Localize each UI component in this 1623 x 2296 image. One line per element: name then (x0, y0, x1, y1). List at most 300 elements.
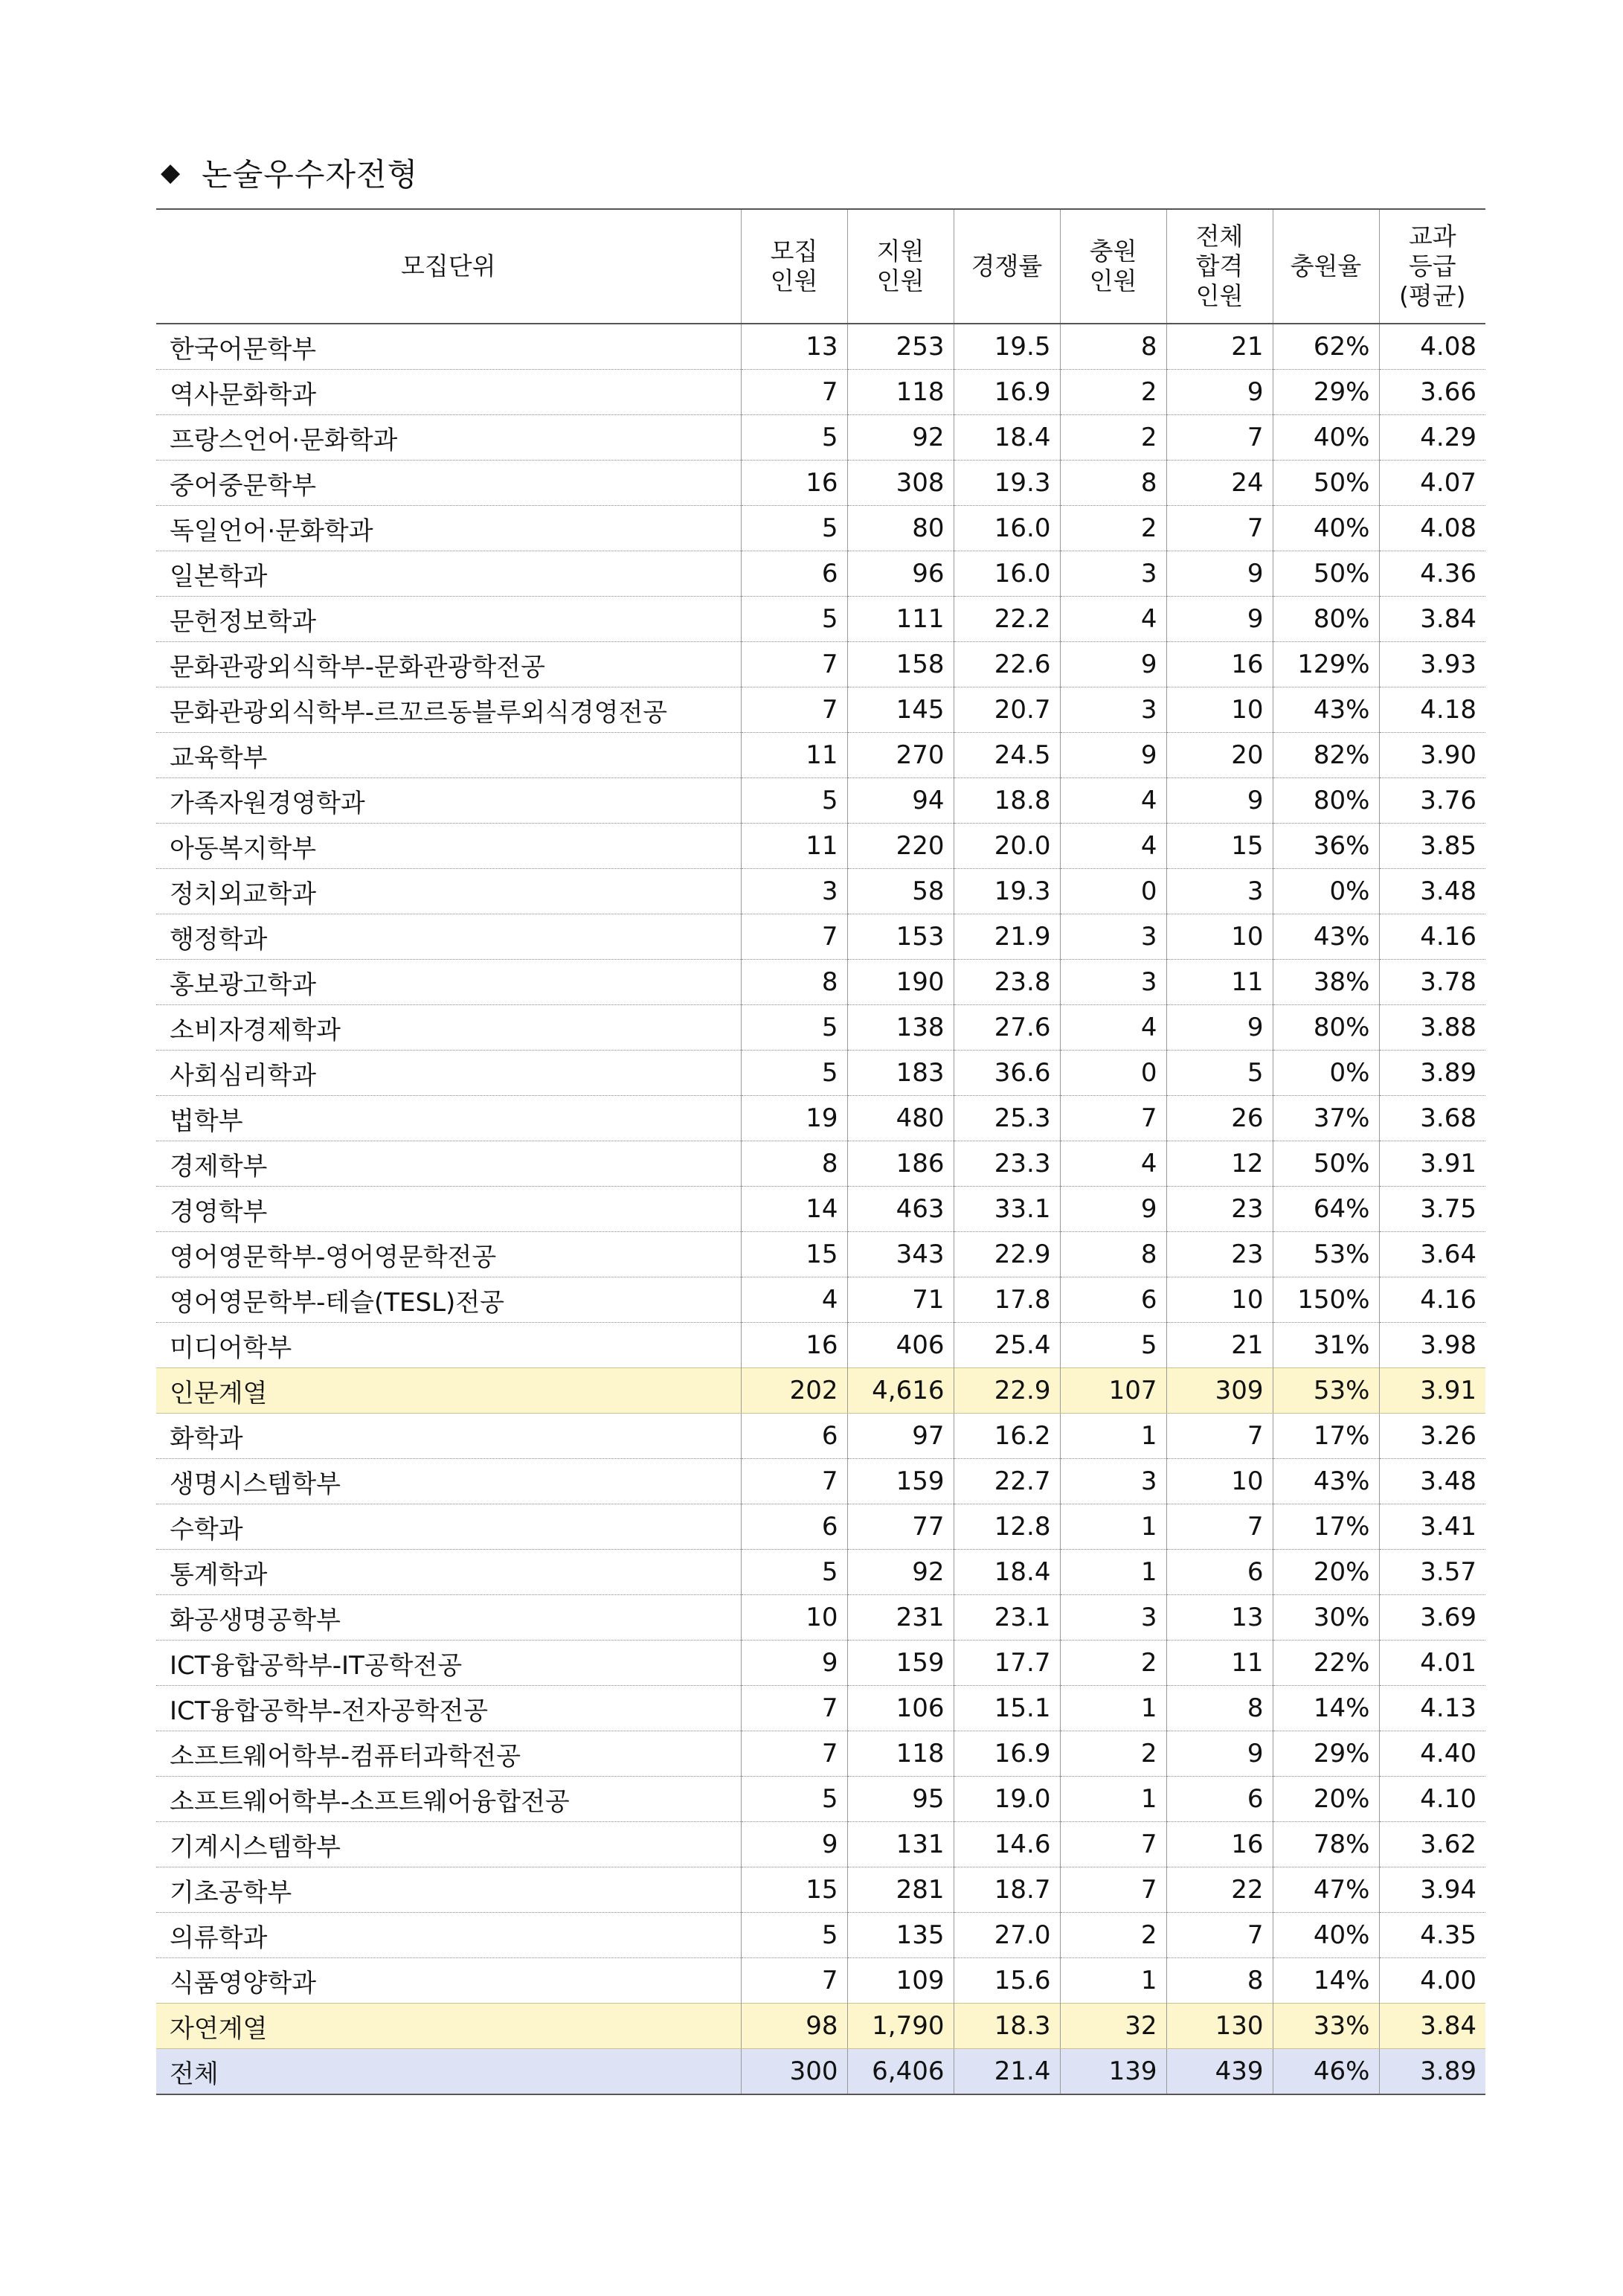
table-row (156, 687, 1485, 733)
cell-additional-rate: 62% (1273, 324, 1379, 370)
cell-unit: 경영학부 (156, 1187, 741, 1232)
table-row (156, 642, 1485, 687)
cell-applicants: 159 (847, 1459, 954, 1504)
cell-grade-average: 3.48 (1379, 869, 1485, 914)
table-row (156, 551, 1485, 597)
cell-additional-rate: 80% (1273, 597, 1379, 642)
cell-applicants: 118 (847, 1731, 954, 1777)
cell-competition-rate: 27.0 (954, 1913, 1060, 1958)
cell-total-admits: 23 (1166, 1187, 1273, 1232)
cell-quota: 7 (741, 1686, 847, 1731)
cell-quota: 11 (741, 733, 847, 778)
cell-applicants: 231 (847, 1595, 954, 1641)
cell-applicants: 77 (847, 1504, 954, 1550)
cell-quota: 5 (741, 1777, 847, 1822)
cell-total-admits: 16 (1166, 642, 1273, 687)
cell-applicants: 6,406 (847, 2049, 954, 2095)
cell-additional-rate: 46% (1273, 2049, 1379, 2095)
cell-additional-rate: 20% (1273, 1777, 1379, 1822)
table-row (156, 1096, 1485, 1141)
table-body (156, 324, 1485, 2094)
cell-competition-rate: 21.4 (954, 2049, 1060, 2095)
cell-total-admits: 11 (1166, 960, 1273, 1005)
cell-total-admits: 21 (1166, 1323, 1273, 1368)
cell-additional-admits: 3 (1060, 960, 1166, 1005)
cell-additional-rate: 40% (1273, 1913, 1379, 1958)
cell-additional-rate: 14% (1273, 1958, 1379, 2004)
table-row (156, 415, 1485, 461)
cell-additional-rate: 80% (1273, 1005, 1379, 1051)
cell-unit: 영어영문학부-영어영문학전공 (156, 1232, 741, 1277)
cell-additional-rate: 40% (1273, 415, 1379, 461)
cell-unit: 중어중문학부 (156, 461, 741, 506)
table-row (156, 914, 1485, 960)
cell-additional-admits: 3 (1060, 914, 1166, 960)
cell-additional-rate: 31% (1273, 1323, 1379, 1368)
cell-grade-average: 3.84 (1379, 597, 1485, 642)
cell-unit: 화학과 (156, 1414, 741, 1459)
cell-grade-average: 3.68 (1379, 1096, 1485, 1141)
cell-quota: 7 (741, 370, 847, 415)
cell-additional-rate: 20% (1273, 1550, 1379, 1595)
cell-additional-admits: 139 (1060, 2049, 1166, 2095)
table-row (156, 1958, 1485, 2004)
cell-additional-rate: 43% (1273, 1459, 1379, 1504)
cell-additional-rate: 78% (1273, 1822, 1379, 1867)
subtotal-row (156, 2004, 1485, 2049)
cell-grade-average: 3.89 (1379, 1051, 1485, 1096)
cell-quota: 5 (741, 597, 847, 642)
cell-additional-admits: 8 (1060, 324, 1166, 370)
cell-total-admits: 7 (1166, 1504, 1273, 1550)
cell-grade-average: 3.84 (1379, 2004, 1485, 2049)
table-row (156, 1232, 1485, 1277)
cell-competition-rate: 12.8 (954, 1504, 1060, 1550)
cell-competition-rate: 33.1 (954, 1187, 1060, 1232)
cell-competition-rate: 17.8 (954, 1277, 1060, 1323)
cell-applicants: 96 (847, 551, 954, 597)
cell-quota: 6 (741, 1504, 847, 1550)
table-row (156, 869, 1485, 914)
cell-applicants: 145 (847, 687, 954, 733)
cell-total-admits: 6 (1166, 1777, 1273, 1822)
cell-applicants: 480 (847, 1096, 954, 1141)
cell-unit: 홍보광고학과 (156, 960, 741, 1005)
cell-quota: 16 (741, 1323, 847, 1368)
table-row (156, 1414, 1485, 1459)
table-row (156, 324, 1485, 370)
cell-applicants: 80 (847, 506, 954, 551)
cell-total-admits: 7 (1166, 415, 1273, 461)
cell-total-admits: 7 (1166, 1913, 1273, 1958)
cell-additional-admits: 2 (1060, 1641, 1166, 1686)
cell-competition-rate: 16.0 (954, 506, 1060, 551)
cell-additional-rate: 17% (1273, 1504, 1379, 1550)
cell-additional-admits: 0 (1060, 1051, 1166, 1096)
table-row (156, 1504, 1485, 1550)
cell-additional-admits: 4 (1060, 824, 1166, 869)
cell-additional-admits: 7 (1060, 1867, 1166, 1913)
cell-additional-rate: 80% (1273, 778, 1379, 824)
cell-grade-average: 4.40 (1379, 1731, 1485, 1777)
cell-total-admits: 12 (1166, 1141, 1273, 1187)
cell-unit: 정치외교학과 (156, 869, 741, 914)
cell-additional-rate: 43% (1273, 687, 1379, 733)
cell-applicants: 190 (847, 960, 954, 1005)
total-row (156, 2049, 1485, 2095)
table-row (156, 461, 1485, 506)
cell-applicants: 281 (847, 1867, 954, 1913)
cell-quota: 16 (741, 461, 847, 506)
cell-unit: 역사문화학과 (156, 370, 741, 415)
cell-grade-average: 4.16 (1379, 1277, 1485, 1323)
cell-unit: 기초공학부 (156, 1867, 741, 1913)
cell-grade-average: 3.78 (1379, 960, 1485, 1005)
cell-applicants: 71 (847, 1277, 954, 1323)
cell-grade-average: 3.62 (1379, 1822, 1485, 1867)
cell-additional-rate: 37% (1273, 1096, 1379, 1141)
cell-quota: 8 (741, 1141, 847, 1187)
cell-unit: 일본학과 (156, 551, 741, 597)
cell-grade-average: 4.08 (1379, 324, 1485, 370)
cell-quota: 5 (741, 778, 847, 824)
cell-additional-admits: 4 (1060, 1005, 1166, 1051)
cell-unit: 독일언어·문화학과 (156, 506, 741, 551)
table-row (156, 1323, 1485, 1368)
cell-competition-rate: 16.0 (954, 551, 1060, 597)
cell-grade-average: 4.01 (1379, 1641, 1485, 1686)
cell-additional-admits: 7 (1060, 1822, 1166, 1867)
cell-applicants: 131 (847, 1822, 954, 1867)
cell-quota: 98 (741, 2004, 847, 2049)
cell-total-admits: 9 (1166, 370, 1273, 415)
admission-results-table (156, 208, 1485, 2095)
cell-competition-rate: 22.9 (954, 1232, 1060, 1277)
cell-additional-admits: 3 (1060, 1459, 1166, 1504)
cell-quota: 7 (741, 642, 847, 687)
cell-unit: 영어영문학부-테슬(TESL)전공 (156, 1277, 741, 1323)
cell-competition-rate: 25.3 (954, 1096, 1060, 1141)
cell-grade-average: 4.16 (1379, 914, 1485, 960)
cell-quota: 8 (741, 960, 847, 1005)
cell-additional-admits: 4 (1060, 1141, 1166, 1187)
cell-competition-rate: 22.7 (954, 1459, 1060, 1504)
cell-grade-average: 3.26 (1379, 1414, 1485, 1459)
cell-total-admits: 3 (1166, 869, 1273, 914)
table-row (156, 506, 1485, 551)
cell-grade-average: 3.41 (1379, 1504, 1485, 1550)
cell-additional-admits: 1 (1060, 1550, 1166, 1595)
cell-applicants: 463 (847, 1187, 954, 1232)
cell-unit: 프랑스언어·문화학과 (156, 415, 741, 461)
cell-unit: 가족자원경영학과 (156, 778, 741, 824)
cell-grade-average: 3.57 (1379, 1550, 1485, 1595)
cell-additional-admits: 2 (1060, 506, 1166, 551)
cell-additional-rate: 0% (1273, 1051, 1379, 1096)
cell-unit: 교육학부 (156, 733, 741, 778)
cell-competition-rate: 25.4 (954, 1323, 1060, 1368)
cell-unit: 식품영양학과 (156, 1958, 741, 2004)
cell-additional-admits: 8 (1060, 461, 1166, 506)
cell-total-admits: 8 (1166, 1958, 1273, 2004)
cell-additional-rate: 38% (1273, 960, 1379, 1005)
cell-additional-rate: 33% (1273, 2004, 1379, 2049)
cell-quota: 7 (741, 1459, 847, 1504)
cell-unit: 수학과 (156, 1504, 741, 1550)
cell-quota: 5 (741, 506, 847, 551)
table-row (156, 1187, 1485, 1232)
cell-applicants: 95 (847, 1777, 954, 1822)
table-row (156, 1550, 1485, 1595)
cell-applicants: 118 (847, 370, 954, 415)
cell-applicants: 270 (847, 733, 954, 778)
cell-competition-rate: 22.9 (954, 1368, 1060, 1414)
table-row (156, 733, 1485, 778)
cell-unit: 문화관광외식학부-르꼬르동블루외식경영전공 (156, 687, 741, 733)
table-row (156, 1141, 1485, 1187)
cell-additional-rate: 50% (1273, 1141, 1379, 1187)
cell-unit: 자연계열 (156, 2004, 741, 2049)
cell-total-admits: 20 (1166, 733, 1273, 778)
cell-additional-rate: 129% (1273, 642, 1379, 687)
cell-unit: 소프트웨어학부-소프트웨어융합전공 (156, 1777, 741, 1822)
cell-unit: ICT융합공학부-IT공학전공 (156, 1641, 741, 1686)
cell-additional-admits: 1 (1060, 1777, 1166, 1822)
cell-grade-average: 4.29 (1379, 415, 1485, 461)
cell-grade-average: 3.76 (1379, 778, 1485, 824)
header-quota: 모집 인원 (741, 209, 847, 324)
cell-additional-rate: 64% (1273, 1187, 1379, 1232)
cell-applicants: 92 (847, 415, 954, 461)
cell-competition-rate: 16.9 (954, 370, 1060, 415)
cell-additional-rate: 17% (1273, 1414, 1379, 1459)
section-title-text: 논술우수자전형 (202, 156, 419, 193)
cell-total-admits: 10 (1166, 914, 1273, 960)
cell-total-admits: 9 (1166, 1731, 1273, 1777)
cell-additional-rate: 29% (1273, 1731, 1379, 1777)
cell-applicants: 186 (847, 1141, 954, 1187)
cell-applicants: 253 (847, 324, 954, 370)
cell-unit: 의류학과 (156, 1913, 741, 1958)
cell-total-admits: 16 (1166, 1822, 1273, 1867)
cell-additional-admits: 9 (1060, 1187, 1166, 1232)
table-row (156, 370, 1485, 415)
cell-grade-average: 3.90 (1379, 733, 1485, 778)
cell-quota: 5 (741, 1005, 847, 1051)
cell-unit: 생명시스템학부 (156, 1459, 741, 1504)
cell-total-admits: 22 (1166, 1867, 1273, 1913)
cell-competition-rate: 20.7 (954, 687, 1060, 733)
cell-competition-rate: 18.8 (954, 778, 1060, 824)
cell-total-admits: 9 (1166, 1005, 1273, 1051)
cell-quota: 14 (741, 1187, 847, 1232)
cell-applicants: 343 (847, 1232, 954, 1277)
cell-quota: 9 (741, 1641, 847, 1686)
table-row (156, 1822, 1485, 1867)
cell-additional-rate: 30% (1273, 1595, 1379, 1641)
cell-competition-rate: 21.9 (954, 914, 1060, 960)
cell-grade-average: 3.91 (1379, 1368, 1485, 1414)
cell-additional-admits: 4 (1060, 597, 1166, 642)
cell-additional-admits: 8 (1060, 1232, 1166, 1277)
cell-additional-admits: 9 (1060, 733, 1166, 778)
cell-grade-average: 4.10 (1379, 1777, 1485, 1822)
cell-applicants: 220 (847, 824, 954, 869)
cell-total-admits: 439 (1166, 2049, 1273, 2095)
cell-applicants: 159 (847, 1641, 954, 1686)
cell-grade-average: 4.35 (1379, 1913, 1485, 1958)
cell-competition-rate: 22.2 (954, 597, 1060, 642)
header-applicants: 지원 인원 (847, 209, 954, 324)
cell-additional-rate: 0% (1273, 869, 1379, 914)
cell-competition-rate: 24.5 (954, 733, 1060, 778)
header-additional-rate: 충원율 (1273, 209, 1379, 324)
cell-total-admits: 9 (1166, 597, 1273, 642)
cell-applicants: 109 (847, 1958, 954, 2004)
cell-unit: 문화관광외식학부-문화관광학전공 (156, 642, 741, 687)
cell-grade-average: 3.98 (1379, 1323, 1485, 1368)
cell-additional-admits: 2 (1060, 1731, 1166, 1777)
cell-quota: 7 (741, 687, 847, 733)
cell-total-admits: 26 (1166, 1096, 1273, 1141)
cell-total-admits: 24 (1166, 461, 1273, 506)
cell-additional-admits: 4 (1060, 778, 1166, 824)
cell-competition-rate: 18.4 (954, 1550, 1060, 1595)
cell-additional-rate: 14% (1273, 1686, 1379, 1731)
cell-competition-rate: 19.5 (954, 324, 1060, 370)
cell-competition-rate: 15.1 (954, 1686, 1060, 1731)
cell-quota: 7 (741, 914, 847, 960)
cell-grade-average: 3.93 (1379, 642, 1485, 687)
cell-total-admits: 6 (1166, 1550, 1273, 1595)
cell-additional-admits: 7 (1060, 1096, 1166, 1141)
cell-grade-average: 4.36 (1379, 551, 1485, 597)
cell-quota: 5 (741, 415, 847, 461)
cell-additional-rate: 50% (1273, 551, 1379, 597)
cell-unit: 미디어학부 (156, 1323, 741, 1368)
cell-total-admits: 7 (1166, 506, 1273, 551)
cell-unit: 경제학부 (156, 1141, 741, 1187)
cell-additional-admits: 1 (1060, 1958, 1166, 2004)
cell-applicants: 135 (847, 1913, 954, 1958)
cell-unit: 문헌정보학과 (156, 597, 741, 642)
cell-additional-admits: 3 (1060, 687, 1166, 733)
cell-quota: 3 (741, 869, 847, 914)
cell-unit: 소프트웨어학부-컴퓨터과학전공 (156, 1731, 741, 1777)
cell-competition-rate: 36.6 (954, 1051, 1060, 1096)
cell-total-admits: 5 (1166, 1051, 1273, 1096)
table-row (156, 1595, 1485, 1641)
cell-total-admits: 7 (1166, 1414, 1273, 1459)
cell-competition-rate: 23.3 (954, 1141, 1060, 1187)
table-row (156, 1867, 1485, 1913)
cell-quota: 15 (741, 1867, 847, 1913)
cell-applicants: 106 (847, 1686, 954, 1731)
cell-additional-admits: 9 (1060, 642, 1166, 687)
cell-applicants: 111 (847, 597, 954, 642)
cell-applicants: 153 (847, 914, 954, 960)
cell-applicants: 94 (847, 778, 954, 824)
cell-additional-admits: 107 (1060, 1368, 1166, 1414)
cell-additional-admits: 1 (1060, 1414, 1166, 1459)
cell-quota: 19 (741, 1096, 847, 1141)
cell-additional-admits: 2 (1060, 1913, 1166, 1958)
table-row (156, 1777, 1485, 1822)
cell-total-admits: 9 (1166, 551, 1273, 597)
table-row (156, 1731, 1485, 1777)
cell-total-admits: 8 (1166, 1686, 1273, 1731)
header-grade-average: 교과 등급 (평균) (1379, 209, 1485, 324)
cell-unit: 아동복지학부 (156, 824, 741, 869)
diamond-bullet-icon: ◆ (161, 158, 181, 187)
cell-total-admits: 15 (1166, 824, 1273, 869)
cell-quota: 202 (741, 1368, 847, 1414)
cell-applicants: 1,790 (847, 2004, 954, 2049)
cell-competition-rate: 14.6 (954, 1822, 1060, 1867)
header-competition-rate: 경쟁률 (954, 209, 1060, 324)
cell-total-admits: 11 (1166, 1641, 1273, 1686)
table-row (156, 597, 1485, 642)
cell-quota: 9 (741, 1822, 847, 1867)
table-row (156, 1686, 1485, 1731)
header-additional-admits: 충원 인원 (1060, 209, 1166, 324)
cell-quota: 7 (741, 1731, 847, 1777)
cell-unit: 한국어문학부 (156, 324, 741, 370)
cell-competition-rate: 22.6 (954, 642, 1060, 687)
cell-total-admits: 23 (1166, 1232, 1273, 1277)
cell-grade-average: 3.64 (1379, 1232, 1485, 1277)
cell-additional-rate: 82% (1273, 733, 1379, 778)
cell-total-admits: 10 (1166, 1459, 1273, 1504)
cell-unit: ICT융합공학부-전자공학전공 (156, 1686, 741, 1731)
cell-competition-rate: 18.7 (954, 1867, 1060, 1913)
cell-quota: 5 (741, 1913, 847, 1958)
cell-competition-rate: 19.0 (954, 1777, 1060, 1822)
header-unit: 모집단위 (156, 209, 741, 324)
cell-additional-admits: 3 (1060, 551, 1166, 597)
cell-additional-rate: 22% (1273, 1641, 1379, 1686)
cell-quota: 13 (741, 324, 847, 370)
cell-unit: 법학부 (156, 1096, 741, 1141)
cell-unit: 행정학과 (156, 914, 741, 960)
cell-additional-rate: 36% (1273, 824, 1379, 869)
cell-additional-rate: 53% (1273, 1232, 1379, 1277)
cell-applicants: 58 (847, 869, 954, 914)
cell-unit: 전체 (156, 2049, 741, 2095)
cell-total-admits: 309 (1166, 1368, 1273, 1414)
cell-competition-rate: 17.7 (954, 1641, 1060, 1686)
cell-competition-rate: 27.6 (954, 1005, 1060, 1051)
cell-applicants: 183 (847, 1051, 954, 1096)
cell-additional-admits: 3 (1060, 1595, 1166, 1641)
table-row (156, 778, 1485, 824)
cell-grade-average: 4.13 (1379, 1686, 1485, 1731)
table-row (156, 1913, 1485, 1958)
cell-competition-rate: 19.3 (954, 869, 1060, 914)
cell-grade-average: 3.66 (1379, 370, 1485, 415)
cell-additional-admits: 6 (1060, 1277, 1166, 1323)
cell-unit: 화공생명공학부 (156, 1595, 741, 1641)
cell-additional-admits: 2 (1060, 415, 1166, 461)
cell-quota: 15 (741, 1232, 847, 1277)
cell-total-admits: 130 (1166, 2004, 1273, 2049)
cell-applicants: 4,616 (847, 1368, 954, 1414)
cell-quota: 6 (741, 551, 847, 597)
header-total-admits: 전체 합격 인원 (1166, 209, 1273, 324)
cell-grade-average: 3.91 (1379, 1141, 1485, 1187)
cell-quota: 300 (741, 2049, 847, 2095)
cell-additional-admits: 2 (1060, 370, 1166, 415)
